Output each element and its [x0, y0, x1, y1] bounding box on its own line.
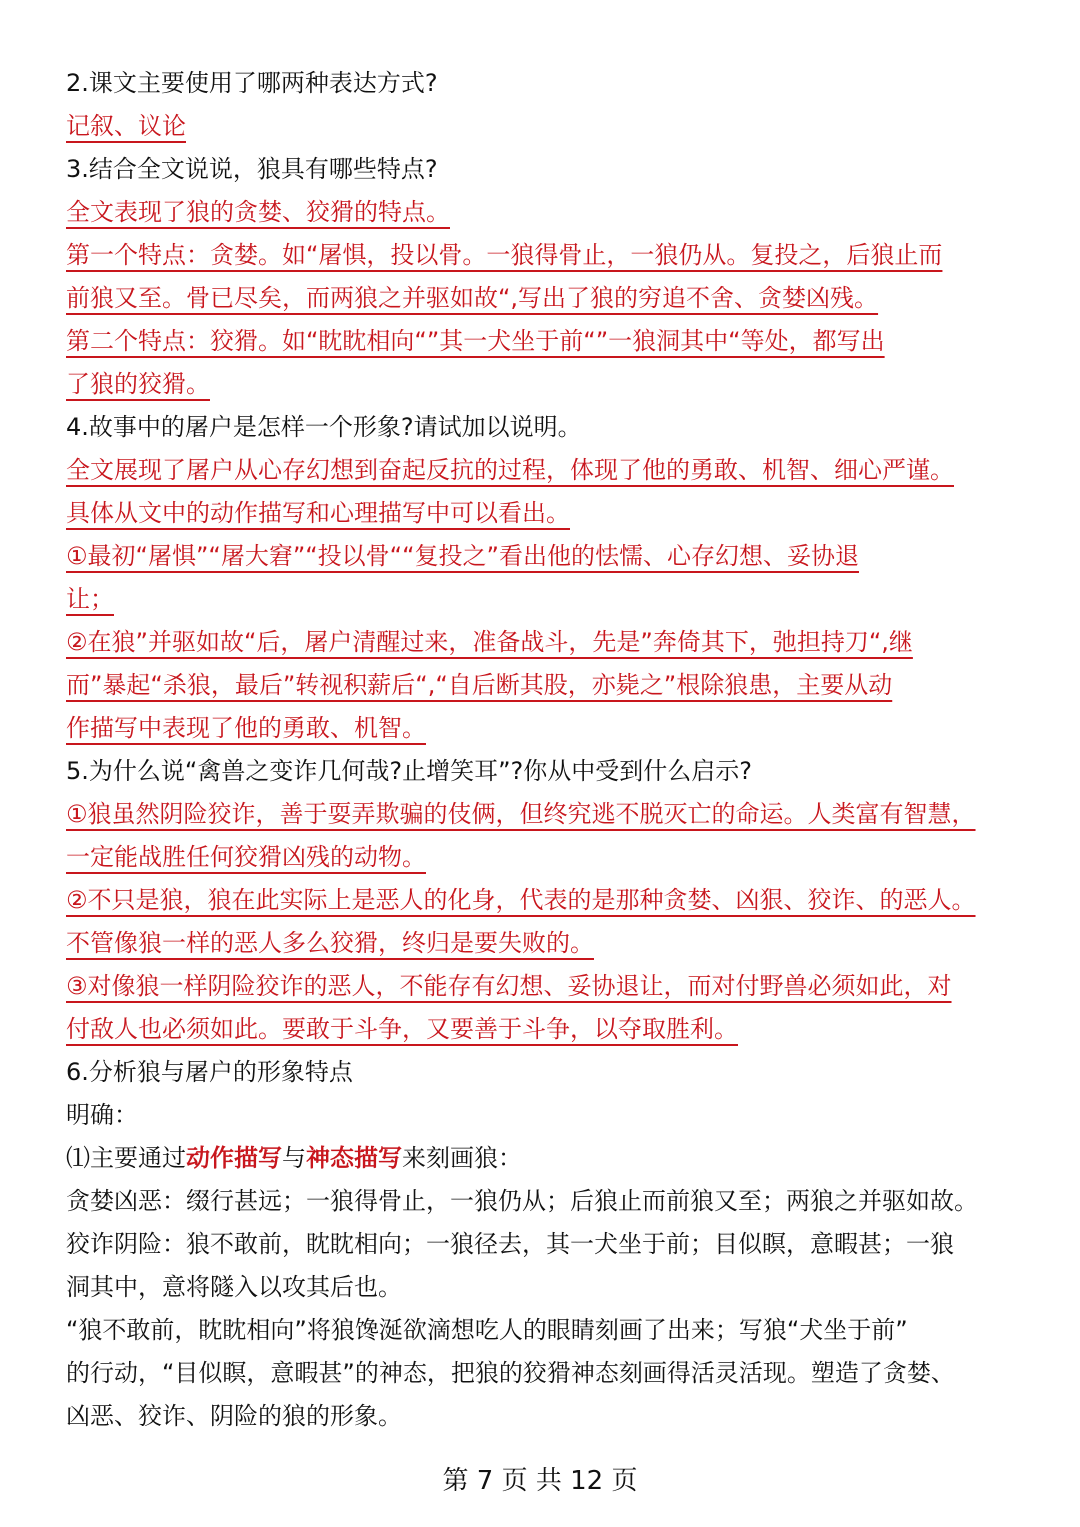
answer-4-line: 作描写中表现了他的勇敢、机智。: [66, 714, 426, 742]
answer-5-line: ③对像狼一样阴险狡诈的恶人，不能存有幻想、妥协退让，而对付野兽必须如此，对: [66, 972, 952, 1000]
answer-4-line: 具体从文中的动作描写和心理描写中可以看出。: [66, 499, 570, 527]
answer-4-line: ①最初“屠惧”“屠大窘”“投以骨““复投之”看出他的怯懦、心存幻想、妥协退: [66, 542, 859, 570]
answer-5-line: 不管像狼一样的恶人多么狡猾，终归是要失败的。: [66, 929, 594, 957]
answer-3-line: 第二个特点：狡猾。如“眈眈相向“”其一犬坐于前“”一狼洞其中“等处，都写出: [66, 327, 885, 355]
answer-5-line: 一定能战胜任何狡猾凶残的动物。: [66, 843, 426, 871]
analysis-line: 狡诈阴险：狼不敢前，眈眈相向；一狼径去，其一犬坐于前；目似瞑，意暇甚；一狼: [66, 1230, 954, 1258]
analysis-line: 的行动，“目似瞑，意暇甚”的神态，把狼的狡猾神态刻画得活灵活现。塑造了贪婪、: [66, 1359, 955, 1387]
answer-4-line: 而”暴起“杀狼，最后”转视积薪后“,“自后断其股，亦毙之”根除狼患，主要从动: [66, 671, 893, 699]
point-1-mid: 与: [282, 1144, 306, 1172]
question-6: 6.分析狼与屠户的形象特点: [66, 1058, 353, 1086]
answer-4-line: 全文展现了屠户从心存幻想到奋起反抗的过程，体现了他的勇敢、机智、细心严谨。: [66, 456, 954, 484]
analysis-line: 贪婪凶恶：缀行甚远；一狼得骨止，一狼仍从；后狼止而前狼又至；两狼之并驱如故。: [66, 1187, 978, 1215]
analysis-line: “狼不敢前，眈眈相向”将狼馋涎欲滴想吃人的眼睛刻画了出来；写狼“犬坐于前”: [66, 1316, 908, 1344]
answer-5-line: ②不只是狼，狼在此实际上是恶人的化身，代表的是那种贪婪、凶狠、狡诈、的恶人。: [66, 886, 976, 914]
answer-3-line: 第一个特点：贪婪。如“屠惧，投以骨。一狼得骨止，一狼仍从。复投之，后狼止而: [66, 241, 943, 269]
answer-4-line: ②在狼”并驱如故“后，屠户清醒过来，准备战斗，先是”奔倚其下，弛担持刀“,继: [66, 628, 913, 656]
answer-3-line: 了狼的狡猾。: [66, 370, 210, 398]
emphasis-expression: 神态描写: [306, 1144, 402, 1172]
point-1: [66, 1137, 1016, 1180]
answer-3-line: 全文表现了狼的贪婪、狡猾的特点。: [66, 198, 450, 226]
analysis-line: 洞其中，意将隧入以攻其后也。: [66, 1273, 402, 1301]
point-1-prefix: ⑴主要通过: [66, 1144, 186, 1172]
question-3: 3.结合全文说说，狼具有哪些特点?: [66, 155, 438, 183]
document-body: [66, 62, 1016, 1438]
analysis-line: 凶恶、狡诈、阴险的狼的形象。: [66, 1402, 402, 1430]
question-4: 4.故事中的屠户是怎样一个形象?请试加以说明。: [66, 413, 582, 441]
answer-5-line: ①狼虽然阴险狡诈，善于耍弄欺骗的伎俩，但终究逃不脱灭亡的命运。人类富有智慧，: [66, 800, 976, 828]
answer-5-line: 付敌人也必须如此。要敢于斗争，又要善于斗争，以夺取胜利。: [66, 1015, 738, 1043]
answer-2: 记叙、议论: [66, 112, 186, 140]
point-1-suffix: 来刻画狼：: [402, 1144, 522, 1172]
mingque-label: 明确：: [66, 1101, 138, 1129]
question-5: 5.为什么说“禽兽之变诈几何哉?止增笑耳”?你从中受到什么启示?: [66, 757, 752, 785]
page-footer: 第 7 页 共 12 页: [442, 1466, 638, 1496]
answer-4-line: 让；: [66, 585, 114, 613]
answer-3-line: 前狼又至。骨已尽矣，而两狼之并驱如故“,写出了狼的穷追不舍、贪婪凶残。: [66, 284, 879, 312]
emphasis-action: 动作描写: [186, 1144, 282, 1172]
question-2: 2.课文主要使用了哪两种表达方式?: [66, 69, 438, 97]
